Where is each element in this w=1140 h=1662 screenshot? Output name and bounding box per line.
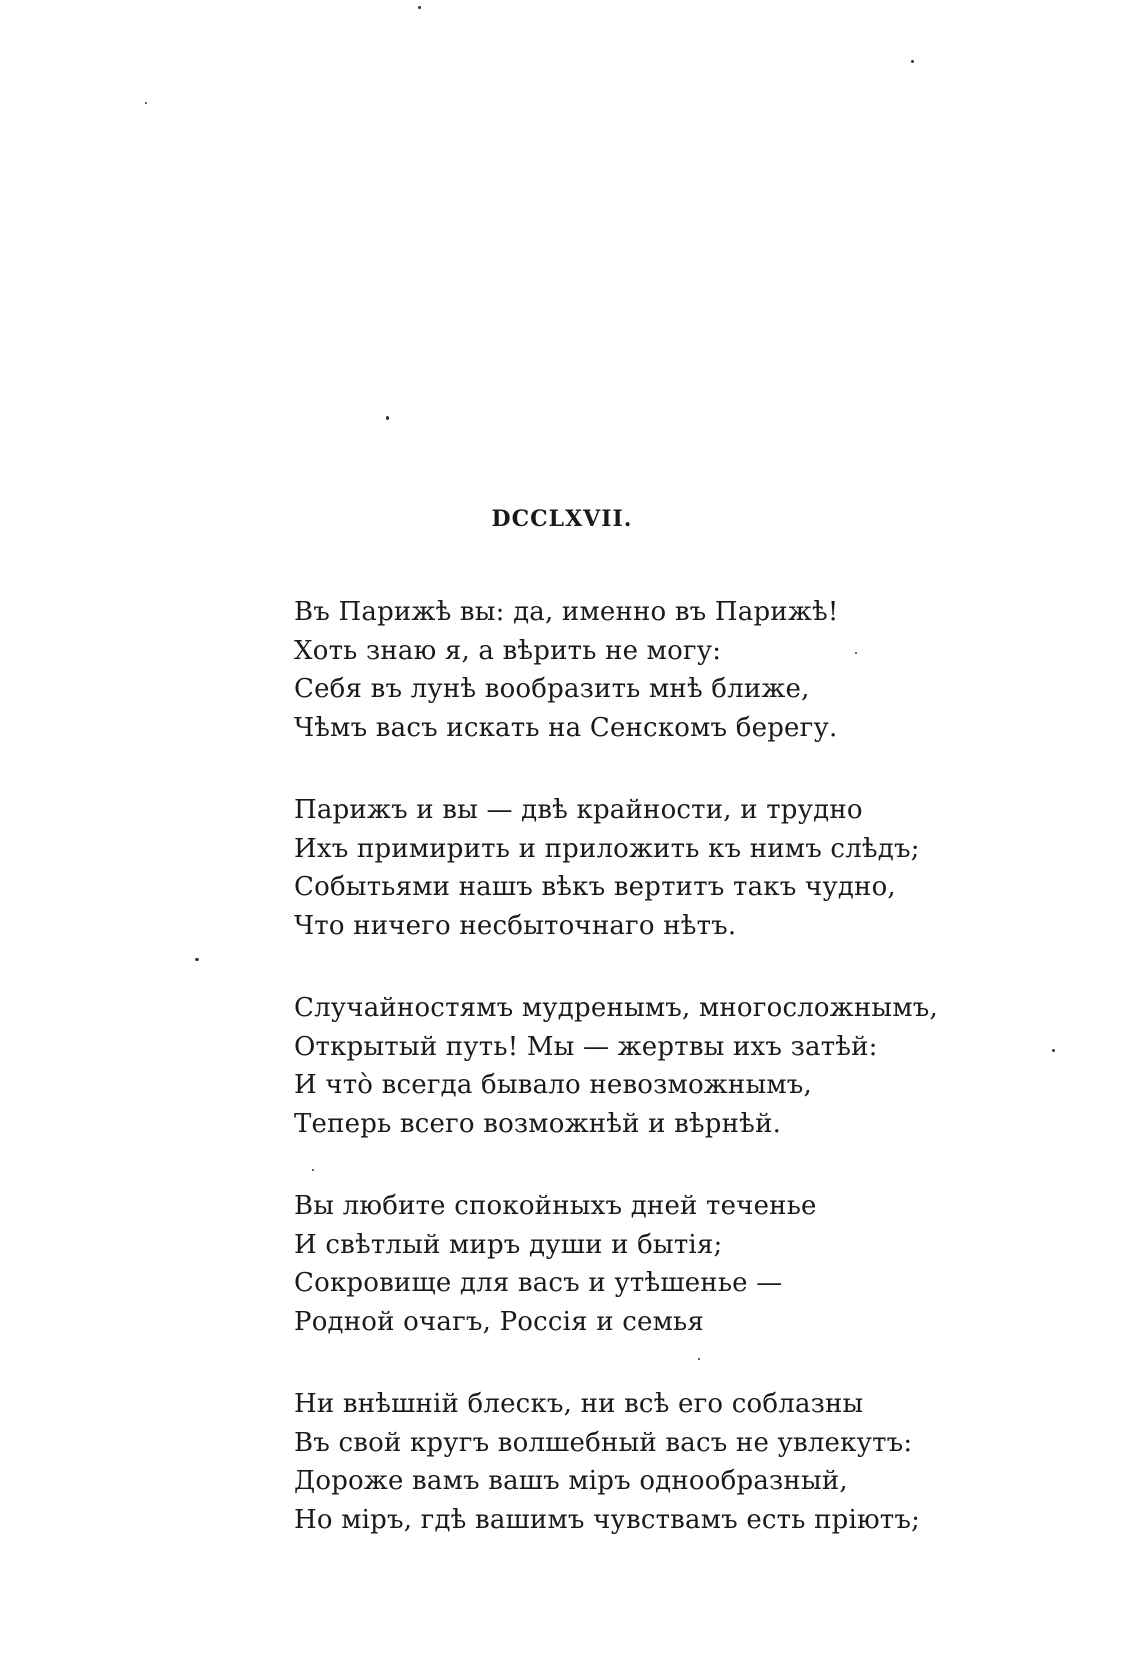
stanza-1 bbox=[294, 593, 1114, 747]
poem-number-heading: DCCLXVII. bbox=[491, 506, 633, 532]
poem-line: Родной очагъ, Россія и семья bbox=[294, 1306, 704, 1337]
stanza-4 bbox=[294, 1187, 1114, 1341]
poem-line: Случайностямъ мудренымъ, многосложнымъ, bbox=[294, 993, 938, 1023]
poem-line: Что ничего несбыточнаго нѣтъ. bbox=[294, 910, 737, 941]
poem-line: И свѣтлый миръ души и бытія; bbox=[294, 1229, 723, 1260]
poem-line: Въ свой кругъ волшебный васъ не увлекутъ: bbox=[294, 1427, 913, 1458]
scan-speck bbox=[911, 60, 914, 63]
poem-line: Парижъ и вы — двѣ крайности, и трудно bbox=[294, 795, 863, 825]
scan-speck bbox=[195, 958, 199, 961]
poem-line: Открытый путь! Мы — жертвы ихъ затѣй: bbox=[294, 1031, 878, 1062]
poem-line: Сокровище для васъ и утѣшенье — bbox=[294, 1268, 783, 1298]
scan-speck bbox=[418, 6, 421, 9]
poem-line: Ни внѣшній блескъ, ни всѣ его соблазны bbox=[294, 1389, 864, 1419]
poem-line: Хоть знаю я, а вѣрить не могу: bbox=[294, 635, 722, 666]
poem-line: И что̀ всегда бывало невозможнымъ, bbox=[294, 1070, 812, 1100]
stanza-5 bbox=[294, 1385, 1114, 1539]
poem-line: Но міръ, гдѣ вашимъ чувствамъ есть пріютъ; bbox=[294, 1504, 921, 1535]
scan-speck bbox=[386, 416, 389, 420]
stanza-3 bbox=[294, 989, 1114, 1143]
poem-line: Себя въ лунѣ вообразить мнѣ ближе, bbox=[294, 674, 810, 704]
poem-line: Событьями нашъ вѣкъ вертитъ такъ чудно, bbox=[294, 872, 896, 902]
poem-line: Вы любите спокойныхъ дней теченье bbox=[294, 1191, 817, 1221]
poem-line: Чѣмъ васъ искать на Сенскомъ берегу. bbox=[294, 712, 838, 743]
poem-line: Въ Парижѣ вы: да, именно въ Парижѣ! bbox=[294, 597, 839, 627]
poem-line: Теперь всего возможнѣй и вѣрнѣй. bbox=[294, 1108, 782, 1139]
poem-body bbox=[294, 593, 1114, 1583]
poem-line: Ихъ примирить и приложить къ нимъ слѣдъ; bbox=[294, 833, 920, 864]
scan-speck bbox=[145, 102, 147, 104]
poem-line: Дороже вамъ вашъ міръ однообразный, bbox=[294, 1466, 848, 1496]
stanza-2 bbox=[294, 791, 1114, 945]
